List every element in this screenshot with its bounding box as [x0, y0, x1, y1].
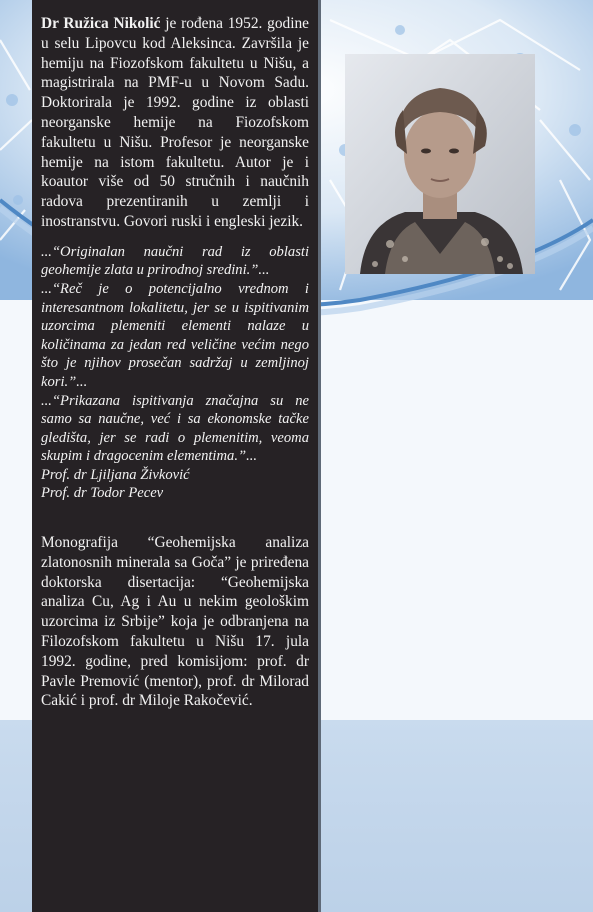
- biography-text: je rođena 1952. godine u selu Lipovcu kod Aleksinca. Završila je hemiju na Fiozofskom fakultetu u Nišu, a magistrirala na PMF-u u Novom Sadu. Doktorirala je 1992. godine iz oblasti neorganske hemije na Fiozofskom fakultetu u Nišu. Profesor je neorganske hemije na istom fakultetu. Autor je i koautor više od 50 stručnih i naučnih radova prezentiranih u zemlji i inostranstvu. Govori ruski i engleski jezik.: [41, 15, 310, 230]
- review-quote: ...“Originalan naučni rad iz oblasti geohemije zlata u prirodnoj sredini.”...: [41, 243, 309, 279]
- author-photo: [345, 54, 535, 274]
- monograph-description: Monografija “Geohemijska analiza zlatonosnih minerala sa Goča” je priređena doktorska disertacija: “Geohemijska analiza Cu, Ag i Au u nekim geološkim uzorcima iz Srbije” koja je odbranjena na Filozofskom fakultetu u Nišu 17. jula 1992. godine, pred komisijom: prof. dr Pavle Premović (mentor), prof. dr Milorad Cakić i prof. dr Miloje Rakočević.: [41, 534, 309, 710]
- review-quotes: [41, 243, 309, 503]
- author-portrait-image: [345, 54, 535, 274]
- author-biography: [41, 14, 309, 232]
- author-name: Dr Ružica Nikolić: [41, 15, 161, 32]
- review-quote: ...“Prikazana ispitivanja značajna su ne samo sa naučne, već i sa ekonomske tačke gledišta, jer se radi o plemenitim, veoma skupim i dragocenim elementima.”...: [41, 392, 309, 465]
- text-column-edge: [318, 0, 321, 912]
- reviewer-name: Prof. dr Todor Pecev: [41, 485, 164, 502]
- reviewer-name: Prof. dr Ljiljana Živković: [41, 466, 190, 483]
- review-quote: ...“Reč je o potencijalno vrednom i interesantnom lokalitetu, jer se u ispitivanim uzorcima plemeniti elementi nalaze u količinama za jedan red veličine većim nego što je njihov prosečan sadržaj u zemljinoj kori.”...: [41, 280, 309, 390]
- back-cover-text: [41, 14, 309, 711]
